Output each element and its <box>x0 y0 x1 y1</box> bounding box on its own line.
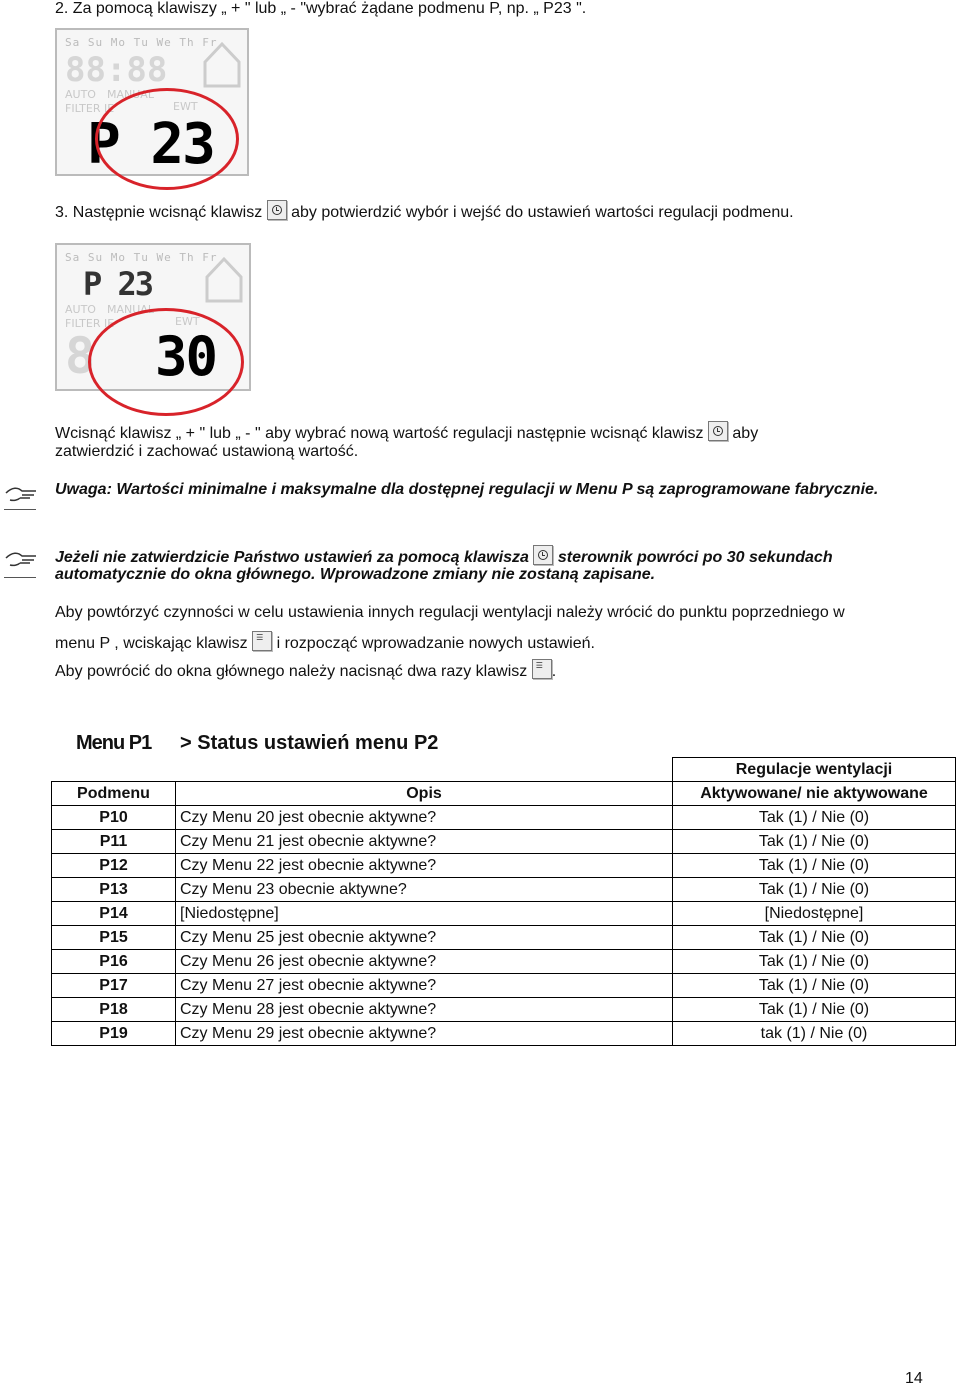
submenu-description: Czy Menu 26 jest obecnie aktywne? <box>176 950 673 974</box>
submenu-description: [Niedostępne] <box>176 902 673 926</box>
note-2-line-1 <box>55 545 833 567</box>
table-header-row <box>52 782 956 806</box>
note-divider <box>4 509 36 510</box>
table-row <box>52 1022 956 1046</box>
step-2-text: 2. Za pomocą klawiszy „ + " lub „ - "wybrać żądane podmenu P, np. „ P23 ". <box>55 0 587 17</box>
para-2-line-1: Aby powtórzyć czynności w celu ustawienia innych regulacji wentylacji należy wrócić do punktu poprzedniego w <box>55 604 845 621</box>
para-2-line-3-before: Aby powrócić do okna głównego należy nacisnąć dwa razy klawisz <box>55 663 528 680</box>
submenu-code: P11 <box>52 830 176 854</box>
lcd2-label-manual: MANUAL <box>107 303 154 316</box>
lcd-days: Sa Su Mo Tu We Th Fr <box>65 36 218 49</box>
header-status: Aktywowane/ nie aktywowane <box>673 782 956 806</box>
submenu-status: [Niedostępne] <box>673 902 956 926</box>
lcd2-label-ewt: EWT <box>175 315 200 328</box>
submenu-description: Czy Menu 22 jest obecnie aktywne? <box>176 854 673 878</box>
ok-key-icon <box>708 421 728 441</box>
lcd2-ghost-digit: 8 <box>65 327 96 385</box>
step-3-after: aby potwierdzić wybór i wejść do ustawień wartości regulacji podmenu. <box>291 204 794 221</box>
note-2-before: Jeżeli nie zatwierdzicie Państwo ustawień za pomocą klawisza <box>55 549 529 566</box>
note-2-after: sterownik powróci po 30 sekundach <box>557 549 833 566</box>
table-row <box>52 926 956 950</box>
lcd-ghost-time: 88:88 <box>65 50 168 90</box>
table-row <box>52 998 956 1022</box>
ok-key-icon <box>267 200 287 220</box>
empty-cell <box>176 758 673 782</box>
header-podmenu: Podmenu <box>52 782 176 806</box>
menu-table <box>51 757 956 1046</box>
lcd-label-ewt: EWT <box>173 100 198 113</box>
page-number: 14 <box>905 1370 923 1387</box>
step-3-before: 3. Następnie wcisnąć klawisz <box>55 204 263 221</box>
note-1-text: Uwaga: Wartości minimalne i maksymalne dla dostępnej regulacji w Menu P są zaprogramowane fabrycznie. <box>55 481 879 498</box>
submenu-description: Czy Menu 21 jest obecnie aktywne? <box>176 830 673 854</box>
ok-key-icon <box>533 545 553 565</box>
table-row <box>52 806 956 830</box>
submenu-code: P17 <box>52 974 176 998</box>
submenu-description: Czy Menu 28 jest obecnie aktywne? <box>176 998 673 1022</box>
lcd2-main-value: 30 <box>155 325 217 388</box>
lcd-main-value: P 23 <box>87 112 214 176</box>
highlight-circle <box>88 308 244 416</box>
submenu-code: P12 <box>52 854 176 878</box>
lcd-label-auto: AUTO <box>65 88 96 101</box>
para-1-after: aby <box>732 425 759 442</box>
lcd2-label-filter: FILTER IE <box>65 317 115 330</box>
lcd2-label-auto: AUTO <box>65 303 96 316</box>
submenu-status: tak (1) / Nie (0) <box>673 1022 956 1046</box>
submenu-code: P13 <box>52 878 176 902</box>
pointing-hand-icon <box>4 483 38 505</box>
table-row <box>52 830 956 854</box>
submenu-status: Tak (1) / Nie (0) <box>673 854 956 878</box>
header-opis: Opis <box>176 782 673 806</box>
lcd-label-manual: MANUAL <box>107 88 154 101</box>
para-2-line-3 <box>55 659 556 681</box>
para-2-line-3-after: . <box>551 663 557 680</box>
table-row <box>52 878 956 902</box>
submenu-description: Czy Menu 25 jest obecnie aktywne? <box>176 926 673 950</box>
lcd-label-filter: FILTER IE <box>65 102 115 115</box>
table-row <box>52 950 956 974</box>
submenu-code: P14 <box>52 902 176 926</box>
menu-key-icon: ☰ <box>532 659 552 679</box>
submenu-code: P15 <box>52 926 176 950</box>
note-2-line-2: automatycznie do okna głównego. Wprowadzone zmiany nie zostaną zapisane. <box>55 566 656 583</box>
highlight-circle <box>95 88 239 190</box>
submenu-code: P16 <box>52 950 176 974</box>
table-row <box>52 854 956 878</box>
submenu-status: Tak (1) / Nie (0) <box>673 974 956 998</box>
submenu-status: Tak (1) / Nie (0) <box>673 926 956 950</box>
para-1-line-1 <box>55 421 758 443</box>
table-row <box>52 974 956 998</box>
submenu-status: Tak (1) / Nie (0) <box>673 998 956 1022</box>
submenu-code: P18 <box>52 998 176 1022</box>
submenu-code: P10 <box>52 806 176 830</box>
empty-cell <box>52 758 176 782</box>
submenu-status: Tak (1) / Nie (0) <box>673 950 956 974</box>
menu-subtitle: > Status ustawień menu P2 <box>180 732 439 754</box>
submenu-status: Tak (1) / Nie (0) <box>673 806 956 830</box>
submenu-description: Czy Menu 20 jest obecnie aktywne? <box>176 806 673 830</box>
pointing-hand-icon <box>4 548 38 570</box>
para-2-line-2-after: i rozpocząć wprowadzanie nowych ustawień. <box>276 635 595 652</box>
table-row <box>52 902 956 926</box>
house-icon <box>201 38 243 90</box>
submenu-code: P19 <box>52 1022 176 1046</box>
submenu-description: Czy Menu 27 jest obecnie aktywne? <box>176 974 673 998</box>
submenu-status: Tak (1) / Nie (0) <box>673 878 956 902</box>
lcd2-days: Sa Su Mo Tu We Th Fr <box>65 251 218 264</box>
submenu-description: Czy Menu 29 jest obecnie aktywne? <box>176 1022 673 1046</box>
para-1-before: Wcisnąć klawisz „ + " lub „ - " aby wybrać nową wartość regulacji następnie wcisnąć klawisz <box>55 425 704 442</box>
note-divider <box>4 577 36 578</box>
submenu-status: Tak (1) / Nie (0) <box>673 830 956 854</box>
group-header-cell: Regulacje wentylacji <box>673 758 956 782</box>
menu-key-icon: ☰ <box>252 631 272 651</box>
para-2-line-2-before: menu P , wciskając klawisz <box>55 635 248 652</box>
table-group-header-row <box>52 758 956 782</box>
step-3-text <box>55 200 794 222</box>
para-2-line-2 <box>55 631 595 653</box>
lcd2-top-value: P 23 <box>83 265 153 303</box>
house-icon <box>203 253 245 305</box>
menu-title: Menu P1 <box>76 732 152 754</box>
submenu-description: Czy Menu 23 obecnie aktywne? <box>176 878 673 902</box>
para-1-line-2: zatwierdzić i zachować ustawioną wartość. <box>55 443 359 460</box>
